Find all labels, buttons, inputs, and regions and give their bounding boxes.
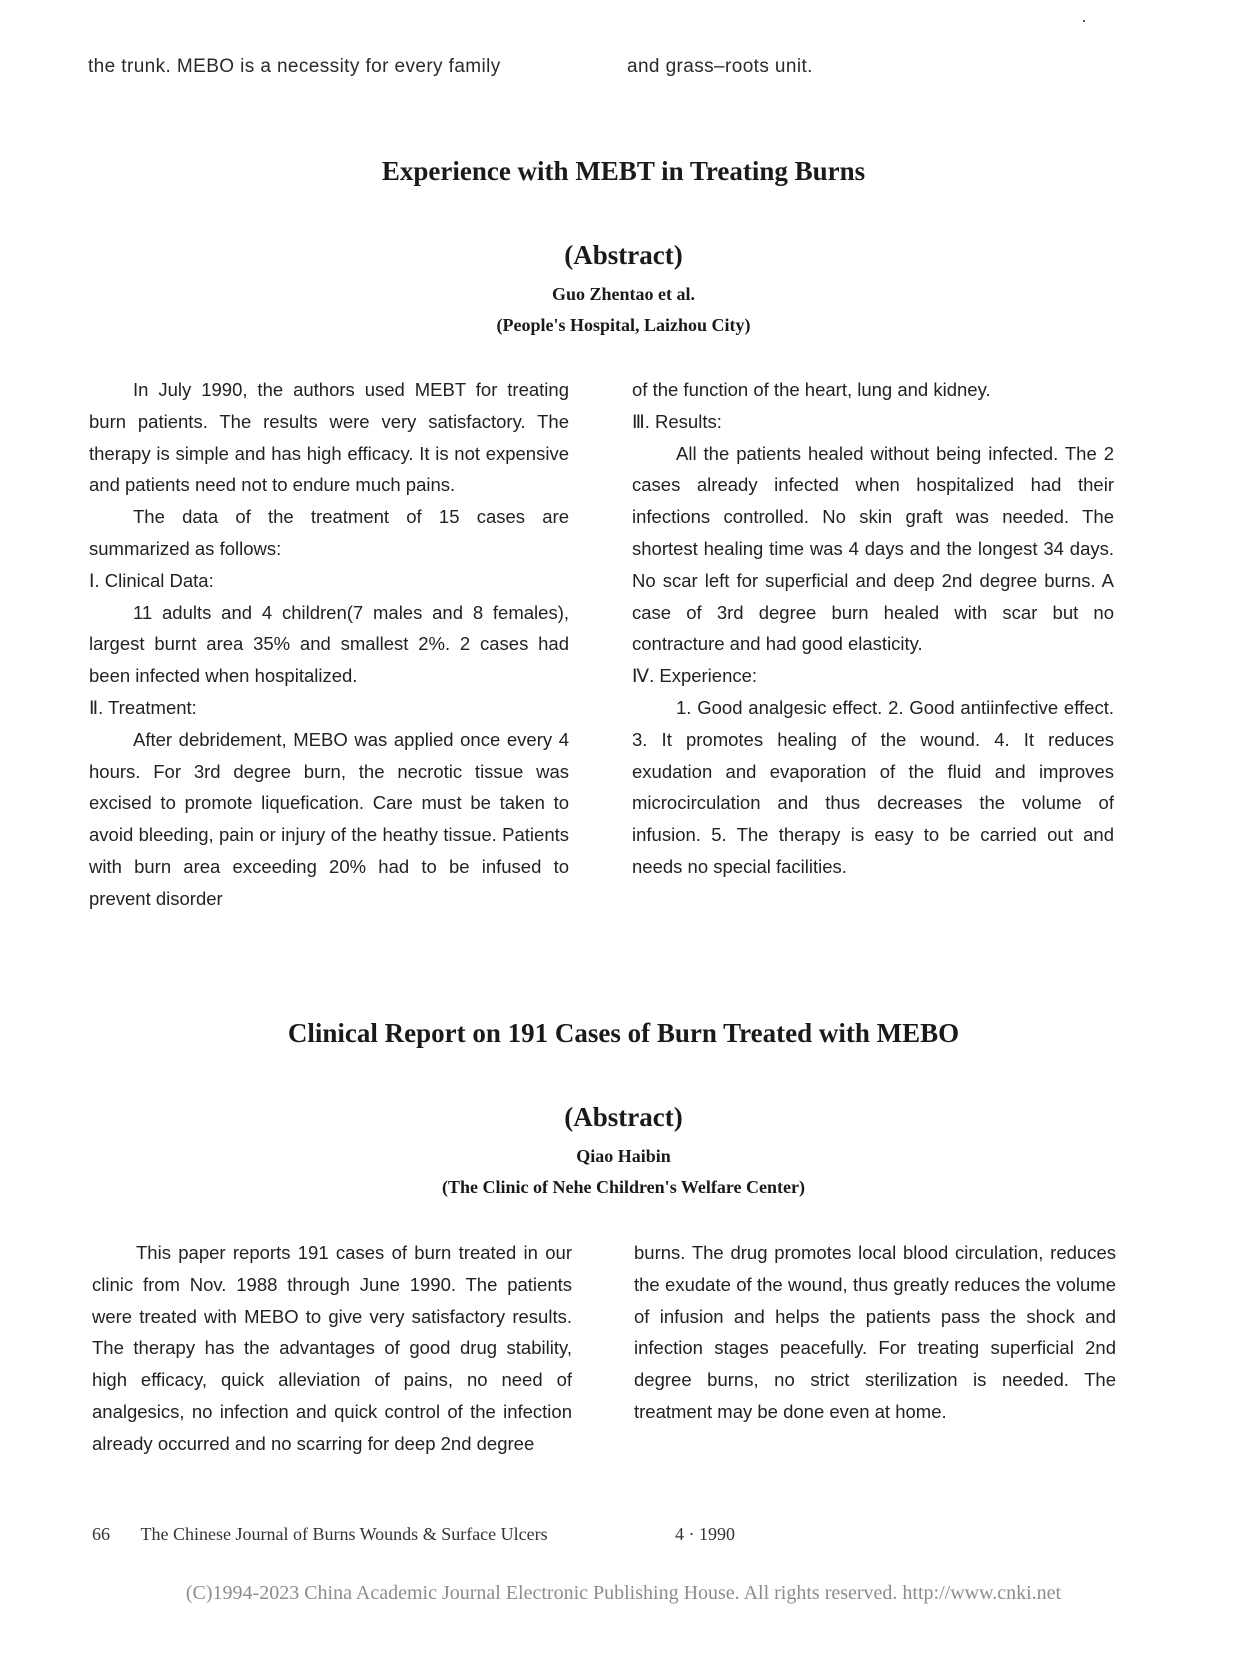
article2-left-column: [92, 1237, 572, 1460]
article1-right-para: of the function of the heart, lung and kidney.: [632, 379, 991, 400]
journal-name: The Chinese Journal of Burns Wounds & Surface Ulcers: [140, 1524, 548, 1544]
article1-affiliation: (People's Hospital, Laizhou City): [496, 315, 751, 335]
article2-left-para: This paper reports 191 cases of burn treated in our clinic from Nov. 1988 through June 1990. The patients were treated with MEBO to give very satisfactory results. The therapy has the advantages of good drug stability, high efficacy, quick alleviation of pains, no need of analgesics, no infection and quick control of the infection already occurred and no scarring for deep 2nd degree: [92, 1242, 572, 1454]
article1-author: Guo Zhentao et al.: [551, 284, 695, 304]
article2-affiliation: (The Clinic of Nehe Children's Welfare Center): [442, 1177, 805, 1197]
article1-right-column: [632, 374, 1114, 883]
article1-section-heading: Ⅰ. Clinical Data:: [89, 569, 214, 591]
header-line-left: the trunk. MEBO is a necessity for every family: [88, 56, 501, 77]
article2-abstract-label: (Abstract): [564, 1102, 683, 1132]
article1-left-column: [89, 374, 569, 915]
journal-issue: 4 · 1990: [675, 1524, 735, 1544]
article2-author: Qiao Haibin: [576, 1146, 671, 1166]
page-footer: [92, 1524, 735, 1545]
article1-left-para: The data of the treatment of 15 cases are summarized as follows:: [89, 506, 569, 559]
page-number: 66: [92, 1524, 110, 1544]
header-line-right: and grass–roots unit.: [627, 56, 813, 77]
article1-section-heading: Ⅲ. Results:: [632, 410, 722, 432]
article1-abstract-label: (Abstract): [564, 240, 683, 270]
article1-right-para: 1. Good analgesic effect. 2. Good antiinfective effect. 3. It promotes healing of the wound. 4. It reduces exudation and evaporation of the fluid and improves microcirculation and thus decreases the volume of infusion. 5. The therapy is easy to be carried out and needs no special facilities.: [632, 696, 1114, 877]
article1-left-para: After debridement, MEBO was applied once every 4 hours. For 3rd degree burn, the necrotic tissue was excised to promote liquefication. Care must be taken to avoid bleeding, pain or injury of the heathy tissue. Patients with burn area exceeding 20% had to be infused to prevent disorder: [89, 728, 569, 909]
article1-left-para: In July 1990, the authors used MEBT for treating burn patients. The results were very satisfactory. The therapy is simple and has high efficacy. It is not expensive and patients need not to endure much pains.: [89, 379, 569, 496]
article2-right-column: [634, 1237, 1116, 1428]
article1-section-heading: Ⅳ. Experience:: [632, 665, 758, 687]
article2-right-para: burns. The drug promotes local blood circulation, reduces the exudate of the wound, thus greatly reduces the volume of infusion and helps the patients pass the shock and infection stages peacefully. For treating superficial 2nd degree burns, no strict sterilization is needed. The treatment may be done even at home.: [634, 1242, 1116, 1422]
speck-mark: [1083, 20, 1085, 22]
copyright-notice: (C)1994-2023 China Academic Journal Electronic Publishing House. All rights reserved. http://www.cnki.net: [185, 1582, 1062, 1604]
article1-left-para: 11 adults and 4 children(7 males and 8 females), largest burnt area 35% and smallest 2%. 2 cases had been infected when hospitalized.: [89, 601, 569, 687]
article2-title: Clinical Report on 191 Cases of Burn Treated with MEBO: [287, 1018, 960, 1048]
article1-section-heading: Ⅱ. Treatment:: [89, 696, 197, 718]
article1-right-para: All the patients healed without being infected. The 2 cases already infected when hospitalized had their infections controlled. No skin graft was needed. The shortest healing time was 4 days and the longest 34 days. No scar left for superficial and deep 2nd degree burns. A case of 3rd degree burn healed with scar but no contracture and had good elasticity.: [632, 442, 1114, 655]
article1-title: Experience with MEBT in Treating Burns: [381, 156, 866, 186]
